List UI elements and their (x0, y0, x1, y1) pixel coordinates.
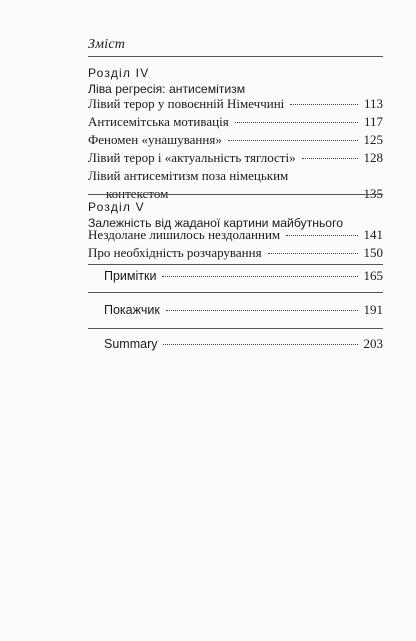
toc-entry-page: 191 (363, 302, 383, 317)
toc-entry[interactable] (88, 96, 383, 112)
dot-leader (290, 104, 358, 105)
toc-entry-title: Лівий антисемітизм поза німецьким (88, 168, 289, 183)
toc-entry-title: Нездолане лишилось нездоланним (88, 227, 281, 242)
toc-entry[interactable] (88, 150, 383, 166)
dot-leader (286, 235, 357, 236)
toc-entry-title: Антисемітська мотивація (88, 114, 229, 129)
toc-entry[interactable] (88, 114, 383, 130)
header-rule (88, 56, 383, 57)
toc-entry-title: Про необхідність розчарування (88, 245, 262, 260)
toc-entry-index[interactable] (104, 302, 383, 318)
dot-leader (163, 344, 357, 345)
section-divider (88, 194, 383, 195)
toc-entry-page: 150 (363, 245, 383, 260)
toc-entry-page: 128 (363, 150, 383, 165)
toc-entry-notes[interactable] (104, 268, 383, 284)
running-head: Зміст (88, 37, 126, 52)
section-iv-subtitle: Ліва регресія: антисемітизм (88, 82, 246, 96)
toc-entry-page: 125 (363, 132, 383, 147)
dot-leader (162, 276, 357, 277)
toc-entry-title: Примітки (104, 269, 157, 283)
toc-entry[interactable] (88, 168, 383, 202)
toc-entry-summary[interactable] (104, 336, 383, 352)
toc-entry[interactable] (88, 245, 383, 261)
toc-entry-title: Феномен «унашування» (88, 132, 222, 147)
section-divider (88, 292, 383, 293)
toc-entry-page: 203 (363, 336, 383, 351)
section-divider (88, 328, 383, 329)
toc-entry[interactable] (88, 132, 383, 148)
dot-leader (228, 140, 358, 141)
section-divider (88, 264, 383, 265)
section-v-label: Розділ V (88, 200, 145, 214)
toc-entry-page: 135 (363, 186, 383, 201)
section-iv-heading (88, 65, 383, 97)
dot-leader (166, 310, 358, 311)
section-iv-label: Розділ IV (88, 66, 150, 80)
toc-entry[interactable] (88, 227, 383, 243)
section-v-subtitle: Залежність від жаданої картини майбутнього (88, 216, 344, 230)
toc-entry-page: 117 (363, 114, 383, 129)
toc-entry-title: Покажчик (104, 303, 160, 317)
dot-leader (235, 122, 358, 123)
toc-entry-title: Лівий терор і «актуальність тяглості» (88, 150, 296, 165)
dot-leader (302, 158, 358, 159)
toc-entry-page: 165 (363, 268, 383, 283)
toc-entry-title-continued: контекстом (106, 186, 169, 201)
toc-entry-page: 113 (363, 96, 383, 111)
toc-entry-title: Лівий терор у повоєнній Німеччині (88, 96, 285, 111)
toc-entry-page: 141 (363, 227, 383, 242)
toc-entry-title: Summary (104, 337, 158, 351)
dot-leader (268, 253, 358, 254)
